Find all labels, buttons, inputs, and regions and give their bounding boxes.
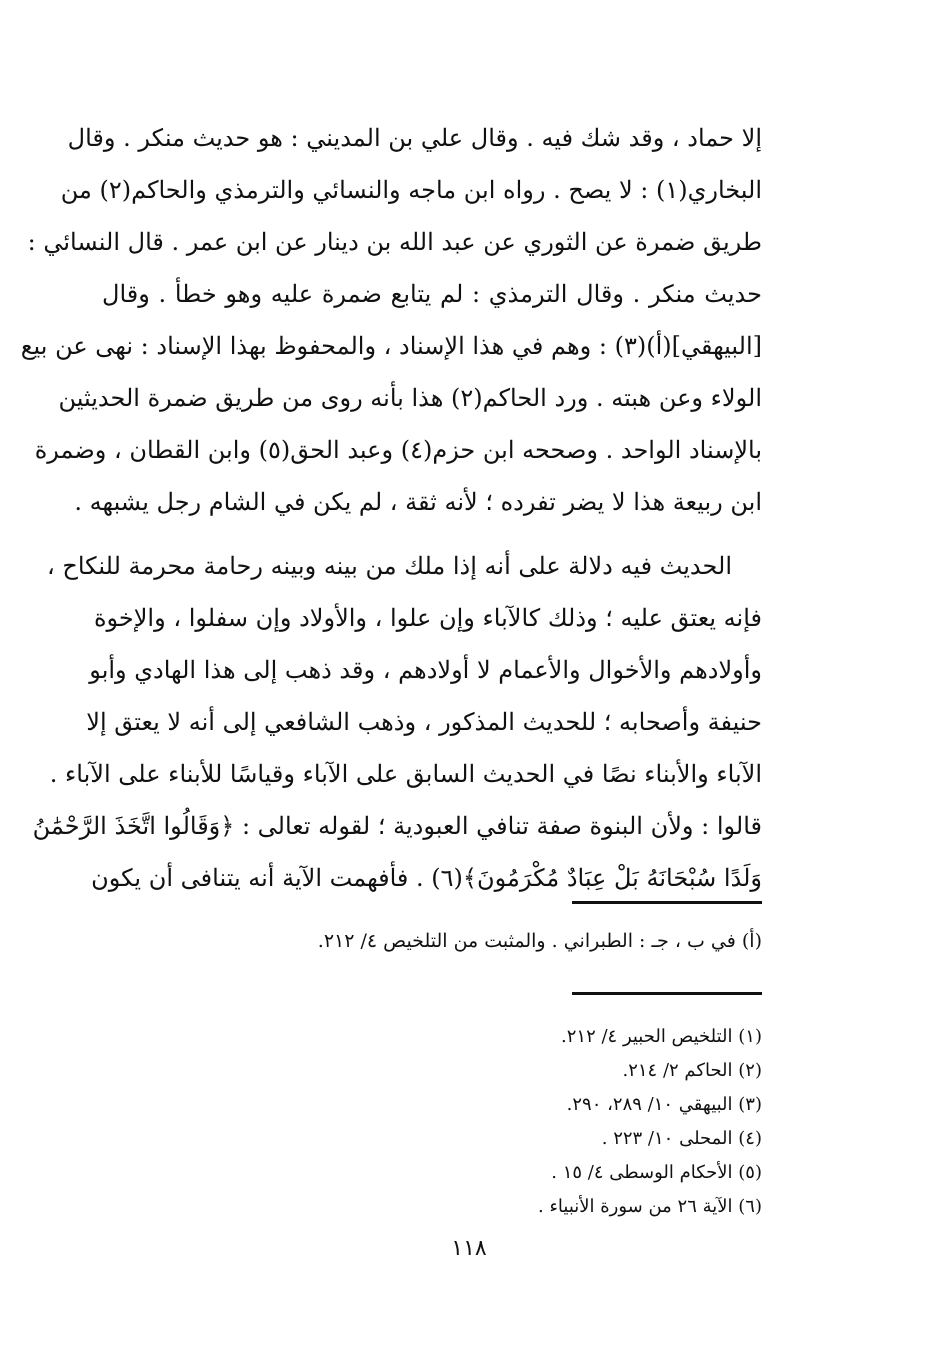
paragraph-1: [20, 112, 762, 528]
page-number: ١١٨: [451, 1236, 487, 1261]
footnote: (٥) الأحكام الوسطى ٤/ ١٥ .: [551, 1162, 762, 1183]
text-line: الولاء وعن هبته . ورد الحاكم(٢) هذا بأنه روى من طريق ضمرة الحديثين: [58, 384, 762, 412]
text-line: فإنه يعتق عليه ؛ وذلك كالآباء وإن علوا ، والأولاد وإن سفلوا ، والإخوة: [93, 604, 762, 632]
footnote: (٣) البيهقي ١٠/ ٢٨٩، ٢٩٠.: [566, 1094, 762, 1115]
main-text: [20, 112, 762, 904]
text-line: بالإسناد الواحد . وصححه ابن حزم(٤) وعبد الحق(٥) وابن القطان ، وضمرة: [34, 436, 762, 464]
paragraph-2: [32, 540, 762, 904]
paragraph-gap: [102, 528, 762, 540]
footnotes: [538, 1020, 762, 1224]
footnotes-divider: [572, 992, 762, 995]
text-line: وَلَدًا سُبْحَانَهُ بَلْ عِبَادٌ مُكْرَمُونَ﴾(٦) . فأفهمت الآية أنه يتنافى أن يكون: [91, 864, 762, 892]
text-line: إلا حماد ، وقد شك فيه . وقال علي بن المديني : هو حديث منكر . وقال: [67, 124, 762, 152]
text-line: [البيهقي](أ)(٣) : وهم في هذا الإسناد ، والمحفوظ بهذا الإسناد : نهى عن بيع: [20, 332, 762, 360]
text-line: طريق ضمرة عن الثوري عن عبد الله بن دينار عن ابن عمر . قال النسائي :: [27, 228, 762, 256]
text-line: قالوا : ولأن البنوة صفة تنافي العبودية ؛ لقوله تعالى : ﴿وَقَالُوا اتَّخَذَ الرَّحْمَٰنُ: [32, 812, 762, 840]
text-line: البخاري(١) : لا يصح . رواه ابن ماجه والنسائي والترمذي والحاكم(٢) من: [60, 176, 762, 204]
text-line: الحديث فيه دلالة على أنه إذا ملك من بينه وبينه رحامة محرمة للنكاح ،: [46, 552, 732, 580]
text-line: ابن ربيعة هذا لا يضر تفرده ؛ لأنه ثقة ، لم يكن في الشام رجل يشبهه .: [74, 488, 762, 516]
text-line: الآباء والأبناء نصًا في الحديث السابق على الآباء وقياسًا للأبناء على الآباء .: [49, 760, 762, 788]
footnote: (٤) المحلى ١٠/ ٢٢٣ .: [601, 1128, 762, 1149]
footnote: (٦) الآية ٢٦ من سورة الأنبياء .: [538, 1196, 762, 1217]
text-line: وأولادهم والأخوال والأعمام لا أولادهم ، وقد ذهب إلى هذا الهادي وأبو: [89, 656, 762, 684]
text-line: حديث منكر . وقال الترمذي : لم يتابع ضمرة عليه وهو خطأ . وقال: [102, 280, 762, 308]
footnote: (٢) الحاكم ٢/ ٢١٤.: [622, 1060, 762, 1081]
variant-note-divider: [572, 901, 762, 904]
text-line: حنيفة وأصحابه ؛ للحديث المذكور ، وذهب الشافعي إلى أنه لا يعتق إلا: [86, 708, 762, 736]
variant-note: (أ) في ب ، جـ : الطبراني . والمثبت من التلخيص ٤/ ٢١٢.: [317, 930, 762, 952]
footnote: (١) التلخيص الحبير ٤/ ٢١٢.: [561, 1026, 762, 1047]
